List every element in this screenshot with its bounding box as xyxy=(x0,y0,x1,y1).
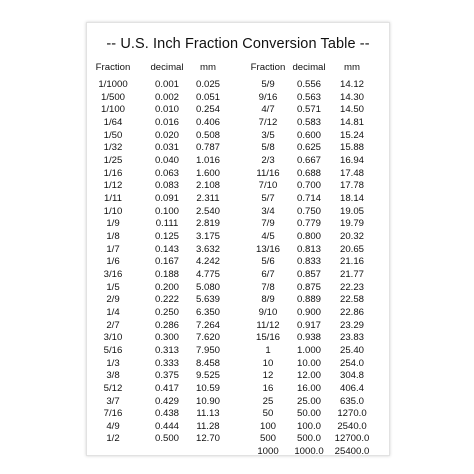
mm-cell: 2540.0 xyxy=(337,420,367,432)
decimal-cell: 0.714 xyxy=(296,192,321,204)
table-row xyxy=(87,446,389,458)
decimal-cell: 0.300 xyxy=(154,332,179,344)
fraction-cell: 16 xyxy=(262,382,274,394)
table-row xyxy=(87,320,389,332)
fraction-cell: 1/3 xyxy=(106,357,120,369)
mm-cell: 16.94 xyxy=(339,154,364,166)
decimal-cell: 0.500 xyxy=(154,433,179,445)
fraction-cell: 8/9 xyxy=(261,294,275,306)
table-row xyxy=(87,180,389,192)
decimal-cell: 0.010 xyxy=(154,104,179,116)
decimal-cell: 0.800 xyxy=(296,230,321,242)
fraction-cell: 5/6 xyxy=(261,256,275,268)
mm-cell: 22.58 xyxy=(339,294,364,306)
mm-cell: 22.86 xyxy=(339,306,364,318)
mm-cell: 3.632 xyxy=(195,243,220,255)
mm-cell: 25.40 xyxy=(339,344,364,356)
fraction-cell: 5/16 xyxy=(103,344,123,356)
mm-cell: 4.242 xyxy=(195,256,220,268)
fraction-cell: 1/11 xyxy=(104,192,122,204)
mm-cell: 0.025 xyxy=(195,79,220,90)
fraction-cell: 1/500 xyxy=(100,91,125,103)
table-row xyxy=(87,294,389,306)
fraction-cell: 5/12 xyxy=(103,382,123,394)
decimal-cell: 0.091 xyxy=(154,192,179,204)
decimal-cell: 0.375 xyxy=(154,370,179,382)
conversion-table-card xyxy=(86,22,390,456)
fraction-cell: 4/7 xyxy=(261,104,275,116)
decimal-cell: 0.200 xyxy=(154,281,179,293)
decimal-cell: 0.031 xyxy=(154,142,179,154)
table-row xyxy=(87,282,389,294)
decimal-cell: 0.313 xyxy=(154,344,179,356)
fraction-cell: 5/7 xyxy=(261,192,275,204)
mm-cell: 8.458 xyxy=(195,357,220,369)
decimal-cell: 0.938 xyxy=(296,332,321,344)
mm-cell: 1.016 xyxy=(195,154,220,166)
mm-cell: 10.90 xyxy=(195,395,220,407)
fraction-cell: 1/16 xyxy=(103,167,123,179)
fraction-cell: 1/12 xyxy=(103,180,123,192)
decimal-cell: 0.571 xyxy=(296,104,321,116)
decimal-cell: 1000.0 xyxy=(294,446,324,458)
mm-cell: 23.29 xyxy=(339,319,364,331)
mm-cell: 21.77 xyxy=(339,268,364,280)
decimal-cell: 0.188 xyxy=(154,268,179,280)
mm-cell: 25400.0 xyxy=(334,446,370,458)
fraction-cell: 4/5 xyxy=(261,230,275,242)
fraction-cell: 15/16 xyxy=(255,332,280,344)
fraction-cell: 2/9 xyxy=(106,294,120,306)
fraction-cell: 9/16 xyxy=(258,91,278,103)
decimal-cell: 0.417 xyxy=(154,382,179,394)
mm-cell: 0.254 xyxy=(195,104,220,116)
decimal-cell: 0.563 xyxy=(296,91,321,103)
mm-cell: 0.508 xyxy=(195,129,220,141)
fraction-cell: 500 xyxy=(259,433,276,445)
decimal-cell: 12.00 xyxy=(296,370,321,382)
decimal-cell: 0.444 xyxy=(154,420,179,432)
fraction-cell: 1/25 xyxy=(103,154,123,166)
table-row xyxy=(87,332,389,344)
fraction-cell: 5/9 xyxy=(261,79,275,90)
decimal-cell: 10.00 xyxy=(296,357,321,369)
mm-cell: 15.88 xyxy=(339,142,364,154)
column-headers xyxy=(87,62,389,74)
table-row xyxy=(87,231,389,243)
header-decimal-right: decimal xyxy=(292,62,326,73)
table-title: -- U.S. Inch Fraction Conversion Table -- xyxy=(106,36,370,52)
fraction-cell: 7/16 xyxy=(103,408,123,420)
decimal-cell: 0.600 xyxy=(296,129,321,141)
fraction-cell: 3/7 xyxy=(106,395,120,407)
mm-cell: 5.639 xyxy=(195,294,220,306)
mm-cell: 0.406 xyxy=(195,116,220,128)
fraction-cell: 3/10 xyxy=(103,332,123,344)
fraction-cell: 1/1000 xyxy=(98,79,128,90)
mm-cell: 4.775 xyxy=(195,268,220,280)
fraction-cell: 1/6 xyxy=(106,256,120,268)
decimal-cell: 0.083 xyxy=(154,180,179,192)
decimal-cell: 0.688 xyxy=(296,167,321,179)
fraction-cell: 100 xyxy=(259,420,276,432)
header-decimal-left: decimal xyxy=(150,62,184,73)
decimal-cell: 0.100 xyxy=(154,205,179,217)
table-row xyxy=(87,168,389,180)
fraction-cell: 25 xyxy=(262,395,274,407)
mm-cell: 5.080 xyxy=(195,281,220,293)
fraction-cell: 7/10 xyxy=(258,180,278,192)
decimal-cell: 16.00 xyxy=(296,382,321,394)
fraction-cell: 1/2 xyxy=(106,433,120,445)
fraction-cell: 4/9 xyxy=(106,420,120,432)
table-row xyxy=(87,345,389,357)
fraction-cell: 3/4 xyxy=(261,205,275,217)
decimal-cell: 0.111 xyxy=(155,218,179,230)
mm-cell: 406.4 xyxy=(339,382,364,394)
table-row xyxy=(87,421,389,433)
mm-cell: 17.78 xyxy=(339,180,364,192)
mm-cell: 3.175 xyxy=(195,230,220,242)
mm-cell: 14.81 xyxy=(339,116,364,128)
table-row xyxy=(87,193,389,205)
table-row xyxy=(87,408,389,420)
decimal-cell: 0.917 xyxy=(296,319,321,331)
fraction-cell: 1/100 xyxy=(100,104,125,116)
mm-cell: 15.24 xyxy=(339,129,364,141)
fraction-cell: 1/32 xyxy=(103,142,123,154)
fraction-cell: 7/9 xyxy=(261,218,275,230)
fraction-cell: 1/64 xyxy=(103,116,123,128)
mm-cell: 19.05 xyxy=(339,205,364,217)
mm-cell: 7.950 xyxy=(195,344,220,356)
decimal-cell: 0.333 xyxy=(154,357,179,369)
mm-cell: 1.600 xyxy=(195,167,220,179)
decimal-cell: 0.625 xyxy=(296,142,321,154)
decimal-cell: 0.667 xyxy=(296,154,321,166)
header-mm-right: mm xyxy=(344,62,360,73)
mm-cell: 0.787 xyxy=(195,142,220,154)
fraction-cell: 13/16 xyxy=(255,243,280,255)
mm-cell: 2.108 xyxy=(195,180,220,192)
mm-cell: 18.14 xyxy=(339,192,364,204)
table-row xyxy=(87,358,389,370)
decimal-cell: 25.00 xyxy=(296,395,321,407)
mm-cell: 10.59 xyxy=(195,382,220,394)
table-row xyxy=(87,269,389,281)
mm-cell: 2.540 xyxy=(195,205,220,217)
mm-cell: 11.13 xyxy=(196,408,220,420)
fraction-cell: 3/5 xyxy=(261,129,275,141)
mm-cell: 254.0 xyxy=(339,357,364,369)
decimal-cell: 0.222 xyxy=(154,294,179,306)
fraction-cell: 1/10 xyxy=(103,205,123,217)
mm-cell: 6.350 xyxy=(195,306,220,318)
decimal-cell: 0.167 xyxy=(154,256,179,268)
mm-cell: 14.12 xyxy=(339,79,364,90)
mm-cell: 17.48 xyxy=(339,167,364,179)
decimal-cell: 0.889 xyxy=(296,294,321,306)
decimal-cell: 0.016 xyxy=(154,116,179,128)
fraction-cell: 1/9 xyxy=(106,218,120,230)
decimal-cell: 0.900 xyxy=(296,306,321,318)
table-row xyxy=(87,155,389,167)
fraction-cell: 11/12 xyxy=(256,319,280,331)
table-row xyxy=(87,130,389,142)
decimal-cell: 0.002 xyxy=(154,91,179,103)
table-row xyxy=(87,383,389,395)
mm-cell: 11.28 xyxy=(196,420,220,432)
table-row xyxy=(87,307,389,319)
table-row xyxy=(87,433,389,445)
fraction-cell: 7/12 xyxy=(258,116,278,128)
decimal-cell: 0.429 xyxy=(154,395,179,407)
table-row xyxy=(87,218,389,230)
fraction-cell: 2/3 xyxy=(261,154,275,166)
table-row xyxy=(87,142,389,154)
mm-cell: 21.16 xyxy=(339,256,364,268)
decimal-cell: 0.250 xyxy=(154,306,179,318)
mm-cell: 0.051 xyxy=(195,91,220,103)
header-fraction-left: Fraction xyxy=(95,62,131,73)
decimal-cell: 500.0 xyxy=(296,433,321,445)
table-row xyxy=(87,256,389,268)
decimal-cell: 0.833 xyxy=(296,256,321,268)
fraction-cell: 11/16 xyxy=(256,167,280,179)
mm-cell: 14.30 xyxy=(339,91,364,103)
mm-cell: 19.79 xyxy=(339,218,364,230)
header-fraction-right: Fraction xyxy=(250,62,286,73)
table-row xyxy=(87,370,389,382)
decimal-cell: 0.125 xyxy=(154,230,179,242)
fraction-cell: 1/5 xyxy=(106,281,120,293)
mm-cell: 2.311 xyxy=(196,192,220,204)
decimal-cell: 0.583 xyxy=(296,116,321,128)
decimal-cell: 100.0 xyxy=(296,420,321,432)
fraction-cell: 1/8 xyxy=(106,230,120,242)
fraction-cell: 5/8 xyxy=(261,142,275,154)
mm-cell: 9.525 xyxy=(195,370,220,382)
mm-cell: 7.620 xyxy=(195,332,220,344)
decimal-cell: 0.875 xyxy=(296,281,321,293)
mm-cell: 14.50 xyxy=(339,104,364,116)
decimal-cell: 0.813 xyxy=(296,243,321,255)
fraction-cell: 1 xyxy=(265,344,271,356)
mm-cell: 12.70 xyxy=(195,433,220,445)
header-mm-left: mm xyxy=(200,62,216,73)
table-row xyxy=(87,396,389,408)
decimal-cell: 0.286 xyxy=(154,319,179,331)
mm-cell: 20.32 xyxy=(339,230,364,242)
fraction-cell: 6/7 xyxy=(261,268,275,280)
mm-cell: 12700.0 xyxy=(334,433,370,445)
mm-cell: 2.819 xyxy=(195,218,220,230)
table-row xyxy=(87,244,389,256)
table-row xyxy=(87,104,389,116)
fraction-cell: 1/7 xyxy=(106,243,120,255)
fraction-cell: 2/7 xyxy=(106,319,120,331)
fraction-cell: 3/8 xyxy=(106,370,120,382)
mm-cell: 22.23 xyxy=(339,281,364,293)
decimal-cell: 0.063 xyxy=(154,167,179,179)
fraction-cell: 9/10 xyxy=(258,306,278,318)
mm-cell: 1270.0 xyxy=(337,408,367,420)
fraction-cell: 10 xyxy=(262,357,274,369)
table-row xyxy=(87,206,389,218)
decimal-cell: 1.000 xyxy=(296,344,321,356)
mm-cell: 7.264 xyxy=(195,319,220,331)
mm-cell: 635.0 xyxy=(339,395,364,407)
decimal-cell: 50.00 xyxy=(296,408,321,420)
fraction-cell: 3/16 xyxy=(103,268,123,280)
table-row xyxy=(87,79,389,91)
decimal-cell: 0.857 xyxy=(296,268,321,280)
mm-cell: 20.65 xyxy=(339,243,364,255)
table-row xyxy=(87,117,389,129)
mm-cell: 304.8 xyxy=(339,370,364,382)
decimal-cell: 0.700 xyxy=(296,180,321,192)
decimal-cell: 0.779 xyxy=(296,218,321,230)
fraction-cell: 7/8 xyxy=(261,281,275,293)
decimal-cell: 0.001 xyxy=(154,79,179,90)
table-row xyxy=(87,92,389,104)
decimal-cell: 0.750 xyxy=(296,205,321,217)
fraction-cell: 50 xyxy=(262,408,274,420)
mm-cell: 23.83 xyxy=(339,332,364,344)
decimal-cell: 0.020 xyxy=(154,129,179,141)
fraction-cell: 12 xyxy=(262,370,274,382)
fraction-cell: 1/50 xyxy=(103,129,123,141)
decimal-cell: 0.438 xyxy=(154,408,179,420)
fraction-cell: 1/4 xyxy=(106,306,120,318)
decimal-cell: 0.040 xyxy=(154,154,179,166)
decimal-cell: 0.556 xyxy=(296,79,321,90)
decimal-cell: 0.143 xyxy=(154,243,179,255)
fraction-cell: 1000 xyxy=(257,446,279,458)
